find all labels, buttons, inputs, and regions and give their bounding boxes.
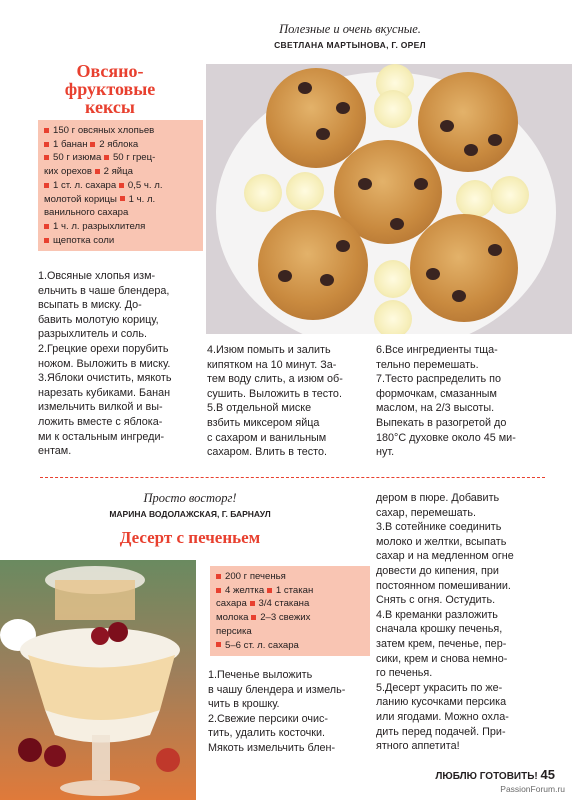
ingredient: 1 стакан: [275, 584, 314, 596]
banana-slice: [244, 174, 282, 212]
dessert-glass-illustration: [0, 560, 196, 800]
step-line: сахар, перемешать.: [376, 506, 476, 519]
step-line: 3.Яблоки очистить, мякоть: [38, 372, 172, 385]
ingredient: 1 банан: [53, 138, 88, 150]
step-line: затем крем, печенье, пер-: [376, 637, 507, 650]
ingredient: 200 г печенья: [225, 571, 286, 582]
step-line: сахаром. Влить в тесто.: [207, 446, 328, 459]
banana-slice: [491, 176, 529, 214]
step-line: чить в крошку.: [208, 698, 280, 711]
recipe1-ingredients: [38, 120, 203, 251]
bullet-icon: [250, 601, 255, 606]
recipe2-steps-right: [376, 491, 542, 754]
watermark: PassionForum.ru: [500, 784, 565, 794]
step-line: ложить вместе с яблока-: [38, 415, 163, 428]
ingredient: 2 яйца: [103, 166, 133, 178]
banana-slice: [456, 180, 494, 218]
ingredient: 4 желтка: [225, 584, 265, 596]
step-line: ентам.: [38, 445, 72, 458]
recipe2-steps-mid: [208, 668, 372, 756]
step-line: 1.Овсяные хлопья изм-: [38, 270, 156, 282]
ingredient: 1 ст. л. сахара: [53, 179, 117, 191]
bullet-icon: [90, 142, 95, 147]
recipe1-title-line: фруктовые: [64, 79, 156, 99]
bullet-icon: [120, 196, 125, 201]
recipe1-steps-col3: [376, 343, 542, 460]
step-line: 5.Десерт украсить по же-: [376, 681, 503, 694]
step-line: 7.Тесто распределить по: [376, 373, 501, 386]
ingredient: щепотка соли: [53, 234, 115, 246]
step-line: измельчить вилкой и вы-: [38, 401, 163, 414]
step-line: бавить молотую корицу,: [38, 313, 159, 326]
recipe1-steps-col2: [207, 343, 370, 460]
step-line: сначала крошку печенья,: [376, 623, 503, 636]
page-footer: [390, 767, 555, 782]
dessert-photo: [0, 560, 196, 800]
ingredient: ких орехов: [44, 166, 92, 178]
bullet-icon: [44, 183, 49, 188]
step-line: 4.В креманки разложить: [376, 608, 498, 621]
ingredient: персика: [216, 625, 252, 637]
step-line: 2.Грецкие орехи порубить: [38, 342, 169, 355]
page-number: 45: [540, 767, 555, 782]
step-line: тить, удалить косточки.: [208, 727, 326, 740]
ingredient: 150 г овсяных хлопьев: [53, 125, 155, 136]
step-line: молоко и желтки, всыпать: [376, 535, 507, 548]
recipe1-tagline: Полезные и очень вкусные.: [279, 22, 421, 36]
ingredient: 5–6 ст. л. сахара: [225, 639, 299, 651]
step-line: кипятком на 10 минут. За-: [207, 358, 337, 371]
recipe1-title-line: Овсяно-: [76, 61, 144, 81]
step-line: или ягодами. Можно охла-: [376, 710, 509, 723]
ingredient: молотой корицы: [44, 193, 117, 205]
bullet-icon: [216, 588, 221, 593]
step-line: 1.Печенье выложить: [208, 669, 313, 681]
ingredient: ванильного сахара: [44, 207, 129, 219]
step-line: сики, крем и снова немно-: [376, 652, 508, 665]
ingredient: 0,5 ч. л.: [127, 179, 163, 191]
ingredient: молока: [216, 612, 249, 624]
ingredient: 2–3 свежих: [260, 612, 311, 624]
step-line: маслом, на 2/3 высоты.: [376, 402, 495, 415]
magazine-name: ЛЮБЛЮ ГОТОВИТЬ!: [435, 771, 538, 782]
recipe1-title-line: кексы: [85, 97, 135, 117]
step-line: с сахаром и ванильным: [207, 431, 327, 444]
step-line: 180°С духовке около 45 ми-: [376, 431, 516, 444]
step-line: 3.В сотейнике соединить: [376, 521, 502, 534]
step-line: 4.Изюм помыть и залить: [207, 344, 331, 356]
step-line: Выпекать в разогретой до: [376, 416, 507, 429]
step-line: ельчить в чаше блендера,: [38, 284, 170, 297]
ingredient: сахара: [216, 598, 247, 610]
ingredient: 2 яблока: [99, 138, 139, 150]
bullet-icon: [44, 155, 49, 160]
step-line: формочкам, смазанным: [376, 387, 497, 400]
recipe2-tagline: Просто восторг!: [143, 491, 237, 505]
step-line: нарезать кубиками. Банан: [38, 386, 171, 399]
recipe2-author: МАРИНА ВОДОЛАЖСКАЯ, Г. БАРНАУЛ: [109, 509, 271, 519]
bullet-icon: [95, 169, 100, 174]
step-line: довести до кипения, при: [376, 564, 499, 577]
step-line: разрыхлитель и соль.: [38, 328, 147, 341]
step-line: сахар и на медленном огне: [376, 550, 514, 563]
bullet-icon: [44, 128, 49, 133]
step-line: взбить миксером яйца: [207, 416, 320, 429]
step-line: сушить. Выложить в тесто.: [207, 387, 342, 400]
step-line: ятного аппетита!: [376, 740, 460, 753]
bullet-icon: [251, 615, 256, 620]
step-line: го печенья.: [376, 667, 433, 680]
step-line: Мякоть измельчить блен-: [208, 741, 336, 754]
step-line: тем воду слить, а изюм об-: [207, 373, 343, 386]
bullet-icon: [104, 155, 109, 160]
step-line: в чашу блендера и измель-: [208, 683, 346, 696]
step-line: нут.: [376, 446, 395, 459]
step-line: ми к остальным ингреди-: [38, 430, 165, 443]
recipe2-ingredients: [210, 566, 370, 656]
section-divider: [40, 477, 545, 478]
ingredient: 50 г изюма: [53, 152, 102, 164]
banana-slice: [286, 172, 324, 210]
cookies-photo: [206, 64, 572, 334]
step-line: тельно перемешать.: [376, 358, 479, 371]
recipe2-title: Десерт с печеньем: [119, 528, 261, 547]
step-line: постоянном помешивании.: [376, 579, 511, 592]
cookie: [410, 214, 518, 322]
banana-slice: [374, 260, 412, 298]
bullet-icon: [44, 224, 49, 229]
ingredient: 1 ч. л.: [128, 193, 156, 205]
step-line: всыпать в миску. До-: [38, 299, 142, 312]
cookie: [258, 210, 368, 320]
bullet-icon: [44, 142, 49, 147]
step-line: дером в пюре. Добавить: [376, 492, 500, 504]
cookie: [418, 72, 518, 172]
bullet-icon: [216, 642, 221, 647]
banana-slice: [374, 90, 412, 128]
banana-slice: [374, 300, 412, 334]
bullet-icon: [216, 574, 221, 579]
bullet-icon: [44, 238, 49, 243]
ingredient: 3/4 стакана: [258, 598, 310, 610]
ingredient: 50 г грец-: [112, 152, 156, 164]
step-line: ланию кусочками персика: [376, 696, 507, 709]
bullet-icon: [119, 183, 124, 188]
recipe1-author: СВЕТЛАНА МАРТЫНОВА, Г. ОРЕЛ: [274, 40, 426, 50]
step-line: Снять с огня. Остудить.: [376, 594, 496, 607]
recipe1-steps-col1: [38, 269, 204, 459]
step-line: 2.Свежие персики очис-: [208, 712, 329, 725]
recipe1-title: [20, 62, 200, 116]
step-line: 6.Все ингредиенты тща-: [376, 344, 498, 356]
step-line: дить перед подачей. При-: [376, 725, 506, 738]
step-line: ножом. Выложить в миску.: [38, 357, 171, 370]
bullet-icon: [267, 588, 272, 593]
step-line: 5.В отдельной миске: [207, 402, 312, 415]
ingredient: 1 ч. л. разрыхлителя: [53, 220, 146, 232]
